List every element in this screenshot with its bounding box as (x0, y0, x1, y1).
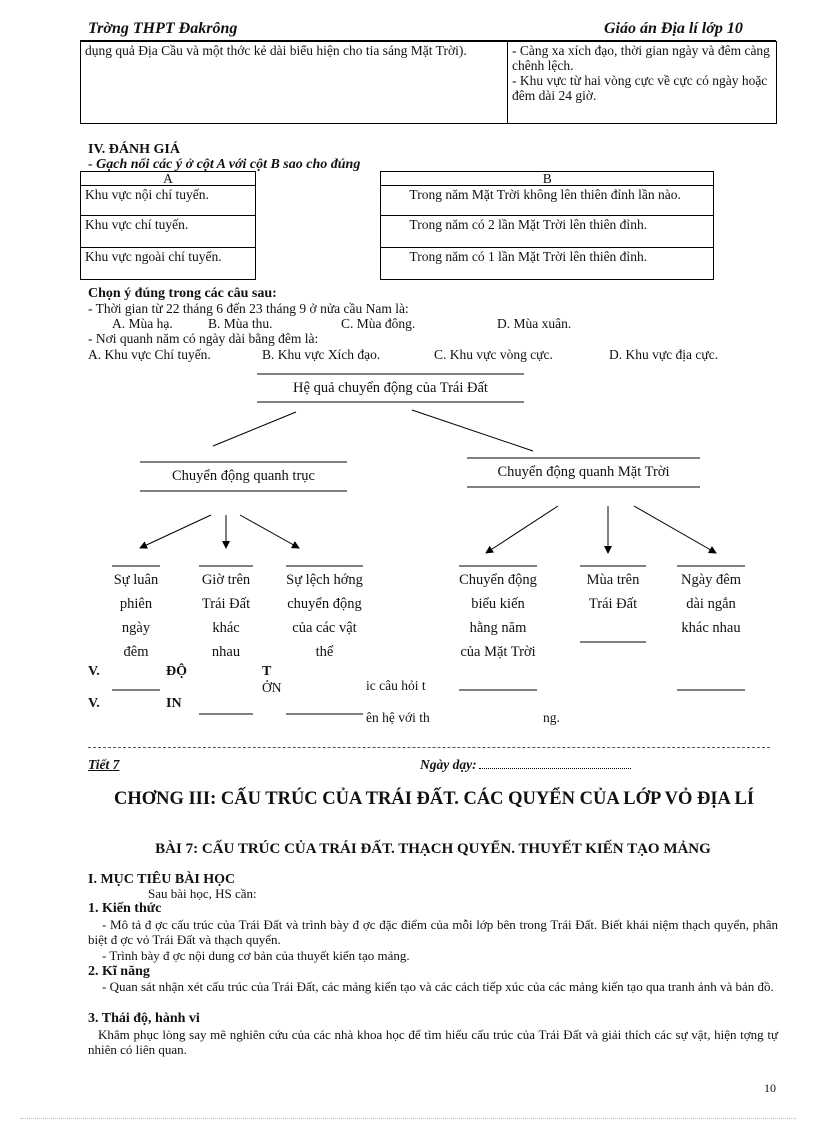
page-separator (88, 747, 770, 748)
col-b-row-3: Trong năm có 1 lần Mặt Trời lên thiên đỉnh. (381, 248, 714, 280)
col-a-row-2: Khu vực chí tuyến. (81, 216, 256, 248)
top-table-left: dụng quả Địa Cầu và một thớc kẻ dài biểu hiện cho tia sáng Mặt Trời). (81, 42, 508, 124)
lesson-date-label: Ngày dạy: (420, 757, 477, 772)
lesson-date (420, 757, 631, 772)
attitude-1: Khâm phục lòng say mê nghiên cứu của các nhà khoa học để tìm hiểu cấu trúc của Trái Đất và giải thích các sự vật, hiện tợng tự nhiên có liên quan. (88, 1027, 778, 1057)
fragment-lien-he: ên hệ với th (366, 710, 430, 725)
q1-option-b: B. Mùa thu. (208, 316, 273, 331)
objectives-intro: Sau bài học, HS cần: (148, 886, 257, 901)
attitude-heading: 3. Thái độ, hành vi (88, 1011, 200, 1026)
diagram-leaf-1: Sự luân phiên ngày đêm (112, 568, 160, 664)
top-table-right-1: - Càng xa xích đạo, thời gian ngày và đêm càng chênh lệch. (512, 43, 770, 73)
chapter-title: CHƠNG III: CẤU TRÚC CỦA TRÁI ĐẤT. CÁC QUYỂN CỦA LỚP VỎ ĐỊA LÍ (113, 789, 755, 809)
lesson-title: BÀI 7: CẤU TRÚC CỦA TRÁI ĐẤT. THẠCH QUYỂN. THUYẾT KIẾN TẠO MẢNG (155, 841, 711, 857)
diagram-leaf-2: Giờ trên Trái Đất khác nhau (199, 568, 253, 664)
footer-rule (20, 1118, 796, 1119)
top-table-right-2: - Khu vực từ hai vòng cực về cực có ngày hoặc đêm dài 24 giờ. (512, 73, 768, 103)
section-v-fragment-1: V. (88, 664, 100, 679)
col-a-row-3: Khu vực ngoài chí tuyến. (81, 248, 256, 280)
q2-option-a: A. Khu vực Chí tuyến. (88, 347, 211, 362)
knowledge-2: - Trình bày đ ợc nội dung cơ bản của thuyết kiến tạo mảng. (102, 948, 410, 963)
col-b-header: B (381, 172, 714, 186)
header-plan: Giáo án Địa lí lớp 10 (604, 20, 743, 37)
diagram-root: Hệ quả chuyển động của Trái Đất (293, 380, 488, 396)
knowledge-heading: 1. Kiến thức (88, 901, 162, 916)
header-school: Trờng THPT Đakrông (88, 20, 238, 37)
fragment-cau-hoi: ic câu hỏi t (366, 678, 426, 693)
q2-option-b: B. Khu vực Xích đạo. (262, 347, 381, 362)
fragment-in: IN (166, 696, 182, 711)
assessment-heading: IV. ĐÁNH GIÁ (88, 142, 180, 157)
fragment-do: ĐỘ (166, 664, 187, 679)
skills-heading: 2. Kĩ năng (88, 964, 150, 979)
objectives-heading: I. MỤC TIÊU BÀI HỌC (88, 872, 236, 887)
lesson-tiet: Tiết 7 (88, 757, 120, 772)
knowledge-1: - Mô tả đ ợc cấu trúc của Trái Đất và trình bày đ ợc đặc điểm của mỗi lớp bên trong Trái Đất. Biết khái niệm thạch quyển, phân biệt đ ợc vỏ Trái Đất và thạch quyển. (88, 917, 778, 947)
diagram-leaf-5: Mùa trên Trái Đất (580, 568, 646, 616)
q1-option-d: D. Mùa xuân. (497, 316, 572, 331)
diagram-leaf-6: Ngày đêm dài ngắn khác nhau (677, 568, 745, 640)
q2-option-c: C. Khu vực vòng cực. (434, 347, 553, 362)
question-1: - Thời gian từ 22 tháng 6 đến 23 tháng 9 ở nửa cầu Nam là: (88, 301, 409, 316)
col-b-row-1: Trong năm Mặt Trời không lên thiên đỉnh lần nào. (381, 186, 714, 216)
choose-heading: Chọn ý đúng trong các câu sau: (88, 286, 277, 301)
diagram-right-branch: Chuyển động quanh Mặt Trời (497, 464, 670, 480)
diagram-leaf-3: Sự lệch hớng chuyển động của các vật thể (286, 568, 363, 664)
question-2: - Nơi quanh năm có ngày dài bằng đêm là: (88, 331, 319, 346)
col-a-header: A (81, 172, 256, 186)
section-v-fragment-2: V. (88, 696, 100, 711)
q2-option-d: D. Khu vực địa cực. (609, 347, 719, 362)
col-a-row-1: Khu vực nội chí tuyến. (81, 186, 256, 216)
col-b-row-2: Trong năm có 2 lần Mặt Trời lên thiên đỉnh. (381, 216, 714, 248)
q1-option-c: C. Mùa đông. (341, 316, 416, 331)
fragment-ng: ng. (543, 710, 560, 725)
page-number: 10 (764, 1081, 776, 1095)
diagram-leaf-4: Chuyển động biểu kiến hằng năm của Mặt Trời (459, 568, 537, 664)
skills-1: - Quan sát nhận xét cấu trúc của Trái Đất, các mảng kiến tạo và các cách tiếp xúc của các mảng kiến tạo qua tranh ảnh và bản đồ. (102, 979, 774, 994)
fragment-t: T (262, 664, 272, 679)
q1-option-a: A. Mùa hạ. (112, 316, 173, 331)
assessment-instruction: - Gạch nối các ý ở cột A với cột B sao cho đúng (88, 157, 361, 172)
fragment-on: ỞN (262, 680, 282, 695)
diagram-left-branch: Chuyển động quanh trục (172, 468, 315, 484)
